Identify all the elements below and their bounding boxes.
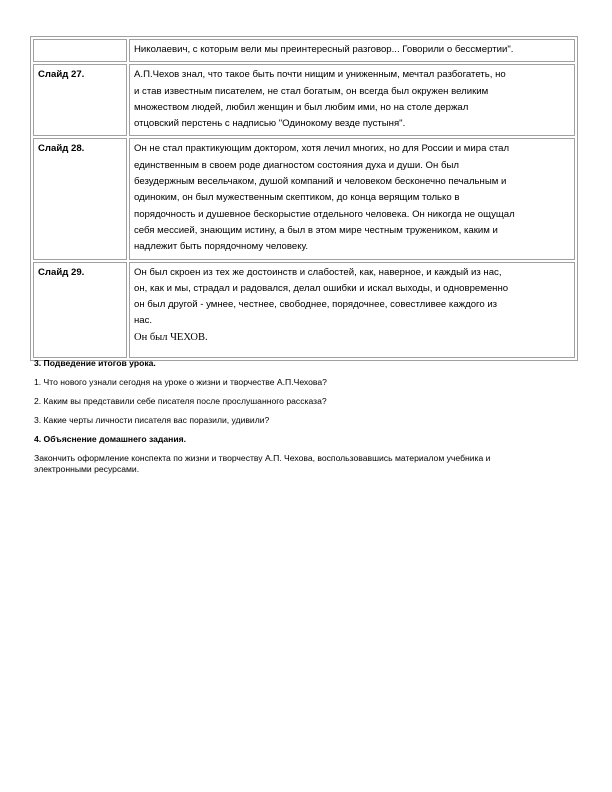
homework-line: Закончить оформление конспекта по жизни и творчеству А.П. Чехова, воспользовавшись материалом учебника и [34, 453, 491, 463]
slide-text [129, 138, 575, 259]
table-row [33, 138, 575, 259]
question-item: 3. Какие черты личности писателя вас поразили, удивили? [34, 415, 270, 425]
closing-line: Он был ЧЕХОВ. [134, 331, 208, 343]
text-line: Он был скроен из тех же достоинств и слабостей, как, наверное, и каждый из нас, [134, 266, 502, 278]
slide-label: Слайд 29. [33, 262, 127, 358]
spacer [134, 346, 568, 354]
text-line: надлежит быть порядочному человеку. [134, 241, 309, 253]
slide-label: Слайд 27. [33, 64, 127, 136]
section-heading-summary: 3. Подведение итогов урока. [34, 358, 156, 368]
text-line: себя мессией, знающим истину, а был в этом мире честным тружеником, каким и [134, 224, 498, 236]
text-line: Николаевич, с которым вели мы преинтересный разговор... Говорили о бессмертии". [134, 44, 514, 55]
slide-text [129, 39, 575, 62]
slide-label [33, 39, 127, 62]
text-line: порядочность и душевное бескорыстие отдельного человека. Он никогда не ощущал [134, 208, 515, 220]
slide-label: Слайд 28. [33, 138, 127, 259]
text-line: безудержным весельчаком, душой компаний и человеком бесконечно печальным и [134, 176, 507, 188]
text-line: множеством людей, любил женщин и был любим ими, но на столе держал [134, 101, 469, 113]
slide-text [129, 64, 575, 136]
text-line: одиноким, он был мужественным скептиком, до конца верящим только в [134, 192, 460, 204]
question-item: 1. Что нового узнали сегодня на уроке о жизни и творчестве А.П.Чехова? [34, 377, 327, 387]
text-line: Он не стал практикующим доктором, хотя лечил многих, но для России и мира стал [134, 143, 510, 155]
question-item: 2. Каким вы представили себе писателя после прослушанного рассказа? [34, 396, 327, 406]
table-row [33, 64, 575, 136]
section-heading-homework: 4. Объяснение домашнего задания. [34, 434, 187, 444]
text-line: нас. [134, 315, 153, 327]
table-row [33, 39, 575, 62]
text-line: отцовский перстень с надписью "Одинокому везде пустыня". [134, 118, 406, 130]
text-line: он, как и мы, страдал и радовался, делал ошибки и искал выходы, и одновременно [134, 282, 509, 294]
text-line: он был другой - умнее, честнее, свободнее, порядочнее, совестливее каждого из [134, 299, 498, 311]
text-line: и став известным писателем, не стал богатым, он всегда был окружен великим [134, 85, 489, 97]
text-line: А.П.Чехов знал, что такое быть почти нищим и униженным, мечтал разбогатеть, но [134, 69, 506, 81]
lesson-summary [34, 358, 580, 475]
homework-line: электронными ресурсами. [34, 464, 140, 474]
text-line: единственным в своем роде диагностом состояния духа и души. Он был [134, 159, 459, 171]
slide-text [129, 262, 575, 358]
table-row [33, 262, 575, 358]
slides-table [30, 36, 578, 361]
